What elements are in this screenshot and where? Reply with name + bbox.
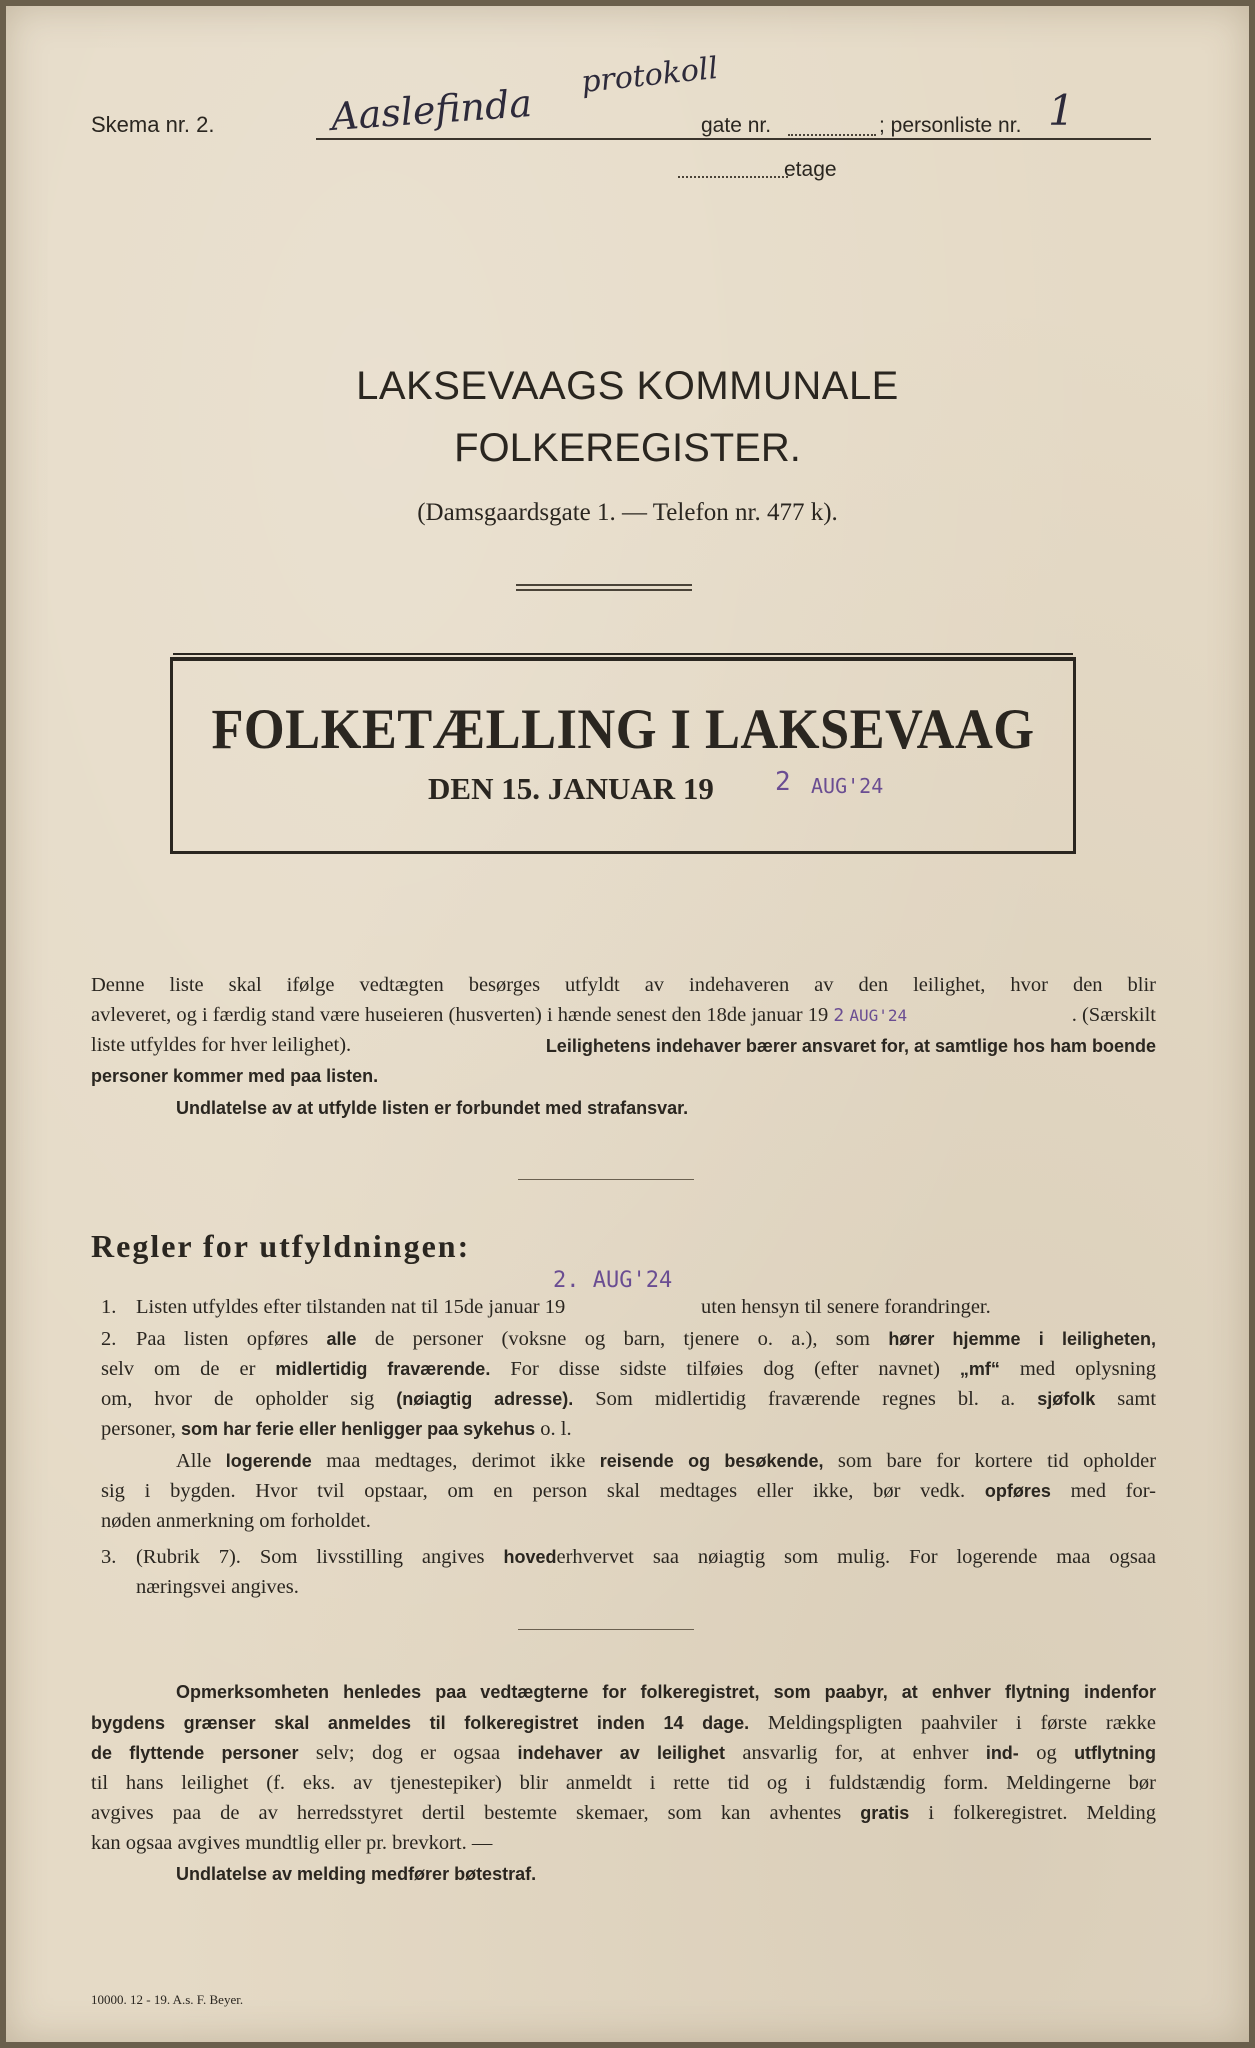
rule-2-line-4 (101, 1418, 1156, 1441)
rule-2-line-4c: o. l. (540, 1418, 572, 1440)
gate-nr-label: gate nr. (701, 114, 772, 137)
section-rule-2 (518, 1629, 694, 1630)
rule-2-line-3b: (nøiagtig adresse). (396, 1389, 574, 1409)
rule-2-line-3c: Som midlertidig fraværende regnes bl. a. (595, 1388, 1016, 1410)
etage-field (678, 176, 788, 178)
intro-line-2b: . (Særskilt (1071, 1004, 1156, 1026)
intro-line-3b: Leilighetens indehaver bærer ansvaret for, at samtlige hos ham boende (545, 1036, 1156, 1056)
notice-line-2a: bygdens grænser skal anmeldes til folkeregistret inden 14 dage. (91, 1713, 750, 1733)
notice-line-5b: gratis (860, 1803, 910, 1823)
rule-2-line-3 (101, 1388, 1156, 1411)
notice-line-3f: og (1036, 1742, 1057, 1764)
street-line (316, 138, 1151, 140)
intro-line-3 (91, 1034, 1156, 1057)
rule-1 (101, 1296, 1156, 1319)
notice-line-3a: de flyttende personer (91, 1743, 299, 1763)
rule-2-line-3d: sjøfolk (1037, 1389, 1096, 1409)
rule-2-line-1b: alle (326, 1329, 357, 1349)
rule-2-line-6c: med for- (1070, 1480, 1157, 1502)
rule-2-line-4a: personer, (101, 1418, 176, 1440)
intro-line-5: Undlatelse av at utfylde listen er forbundet med strafansvar. (176, 1098, 689, 1118)
skema-number: Skema nr. 2. (91, 112, 215, 137)
street-note-handwritten: protokoll (579, 50, 720, 101)
census-form-page (6, 6, 1249, 2042)
intro-stamp-day: 2 (833, 1005, 845, 1026)
rule-2-line-5b: logerende (225, 1451, 312, 1471)
rule-2-line-2e: med oplysning (1019, 1358, 1157, 1380)
intro-line-2a: avleveret, og i færdig stand være huseieren (husverten) i hænde senest den 18de januar 19 (91, 1004, 829, 1026)
rules-list (101, 1296, 1156, 1616)
rule-2-line-1a: Paa listen opføres (136, 1328, 309, 1350)
census-title: FOLKETÆLLING I LAKSEVAAG (211, 698, 1035, 761)
notice-line-5c: i folkeregistret. Melding (928, 1802, 1157, 1824)
notice-line-4: til hans leilighet (f. eks. av tjenestepiker) blir anmeldt i rette tid og i fuldstændig form. Meldingerne bør (91, 1772, 1156, 1794)
rule-2-line-1d: hører hjemme i leiligheten, (888, 1329, 1157, 1349)
notice-line-3b: selv; dog er ogsaa (315, 1742, 501, 1764)
rule-3-line-1b: hoved (503, 1547, 557, 1567)
census-date: DEN 15. JANUAR 19 (428, 771, 714, 806)
rules-heading: Regler for utfyldningen: (91, 1228, 471, 1264)
notice-line-6: kan ogsaa avgives mundtlig eller pr. brevkort. — (91, 1832, 493, 1854)
rule-2-line-7: nøden anmerkning om forholdet. (101, 1510, 371, 1532)
rule-1-number: 1. (101, 1296, 117, 1318)
notice-line-1: Opmerksomheten henledes paa vedtægterne for folkeregistret, som paabyr, at enhver flytning indenfor (176, 1682, 1156, 1702)
notice-line-3c: indehaver av leilighet (517, 1743, 726, 1763)
notice-line-5 (91, 1802, 1156, 1825)
notice-line-3d: ansvarlig for, at enhver (742, 1742, 969, 1764)
rule-2-line-2a: selv om de er (101, 1358, 256, 1380)
notice-paragraph (91, 1682, 1156, 1902)
notice-line-3 (91, 1742, 1156, 1765)
rule-2-line-5d: reisende og besøkende, (599, 1451, 824, 1471)
rule-2-line-5a: Alle (176, 1450, 212, 1472)
office-title-line2: FOLKEREGISTER. (454, 426, 801, 470)
section-rule (518, 1179, 694, 1180)
intro-line-2 (91, 1004, 1156, 1027)
rule-2-line-2 (101, 1358, 1156, 1381)
rule-2-line-1c: de personer (voksne og barn, tjenere o. a.), som (374, 1328, 870, 1350)
notice-line-3g: utflytning (1074, 1743, 1157, 1763)
rule-1-text-a: Listen utfyldes efter tilstanden nat til 15de januar 19 (136, 1296, 566, 1318)
etage-label: etage (784, 158, 837, 181)
rule-2-line-3a: om, hvor de opholder sig (101, 1388, 375, 1410)
date-stamp-month: AUG'24 (811, 774, 884, 798)
intro-line-4: personer kommer med paa listen. (91, 1066, 379, 1086)
personliste-number-handwritten: 1 (1048, 86, 1075, 135)
intro-stamp-month: AUG'24 (849, 1006, 908, 1025)
rule-2-line-5c: maa medtages, derimot ikke (326, 1450, 586, 1472)
personliste-label: ; personliste nr. (879, 114, 1022, 137)
rule-2-line-2c: For disse sidste tilføies dog (efter navnet) (510, 1358, 940, 1380)
rule-2-line-5e: som bare for kortere tid opholder (837, 1450, 1157, 1472)
census-title-box (170, 657, 1076, 854)
office-title-line1: LAKSEVAAGS KOMMUNALE (356, 364, 899, 408)
notice-line-3e: ind- (985, 1743, 1019, 1763)
rules-stamp: 2. AUG'24 (553, 1268, 673, 1293)
printer-imprint: 10000. 12 - 19. A.s. F. Beyer. (91, 1992, 244, 2007)
notice-line-2b: Meldingspligten paahviler i første række (767, 1712, 1157, 1734)
rule-2-number: 2. (101, 1328, 117, 1350)
notice-line-5a: avgives paa de av herredsstyret dertil bestemte skemaer, som kan avhentes (91, 1802, 842, 1824)
rule-2-line-2b: midlertidig fraværende. (275, 1359, 491, 1379)
intro-line-1: Denne liste skal ifølge vedtægten besørges utfyldt av indehaveren av den leilighet, hvor den blir (91, 974, 1156, 996)
double-rule (516, 584, 692, 591)
intro-paragraph (91, 974, 1156, 1134)
rule-2-line-6b: opføres (984, 1481, 1051, 1501)
intro-line-3a: liste utfyldes for hver leilighet). (91, 1034, 352, 1056)
rule-3-number: 3. (101, 1546, 117, 1568)
street-name-handwritten: Aaslefinda (329, 81, 534, 139)
rule-2-line-1 (136, 1328, 1156, 1351)
rule-3-line-1a: (Rubrik 7). Som livsstilling angives (136, 1546, 485, 1568)
date-stamp-day: 2 (775, 767, 791, 797)
rule-2-line-5 (176, 1450, 1156, 1473)
notice-line-2 (91, 1712, 1156, 1735)
rule-1-text-b: uten hensyn til senere forandringer. (701, 1296, 991, 1318)
rule-2-line-4b: som har ferie eller henligger paa sykehus (181, 1419, 536, 1439)
rule-3-line-1 (136, 1546, 1156, 1569)
rule-2-line-6a: sig i bygden. Hvor tvil opstaar, om en person skal medtages eller ikke, bør vedk. (101, 1480, 966, 1502)
notice-line-7: Undlatelse av melding medfører bøtestraf. (176, 1864, 537, 1884)
rule-2-line-3e: samt (1117, 1388, 1157, 1410)
box-top-rule (173, 653, 1073, 655)
gate-nr-field (788, 134, 876, 136)
rule-2-line-2d: „mf“ (959, 1359, 1000, 1379)
rule-3-line-2: næringsvei angives. (136, 1576, 299, 1598)
office-address: (Damsgaardsgate 1. — Telefon nr. 477 k). (417, 499, 838, 526)
rule-2-line-6 (101, 1480, 1156, 1503)
rule-3-line-1c: erhvervet saa nøiagtig som mulig. For logerende maa ogsaa (556, 1546, 1156, 1568)
